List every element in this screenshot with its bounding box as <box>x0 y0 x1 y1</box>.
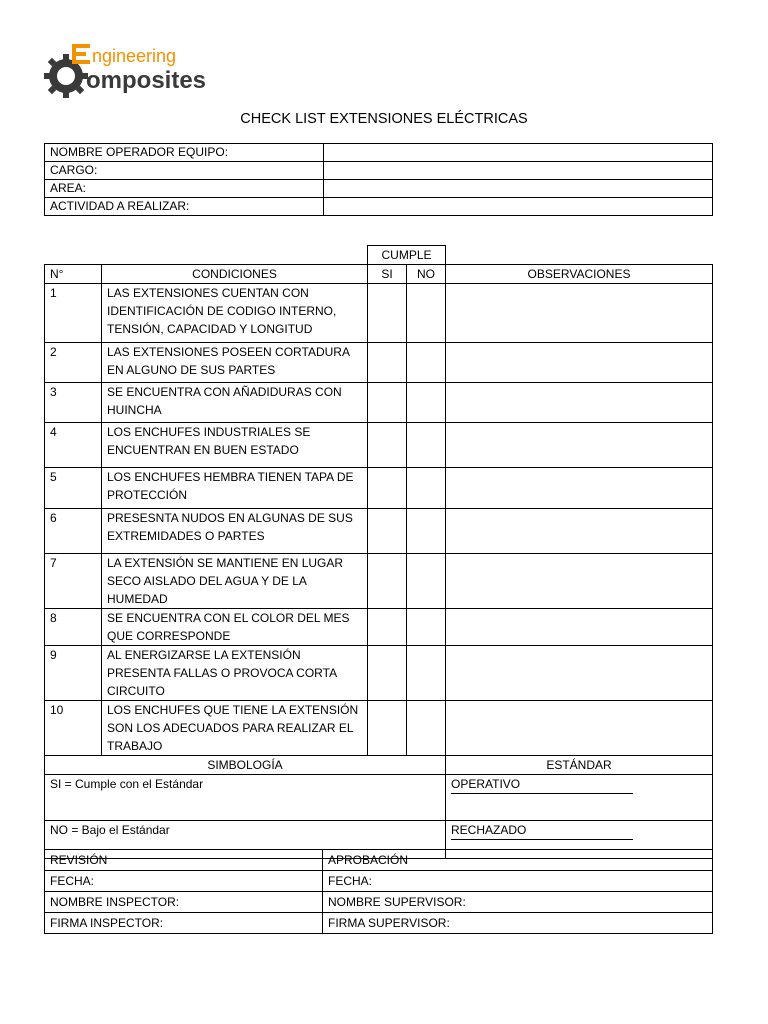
si-checkbox-cell[interactable] <box>368 284 407 343</box>
info-value-field[interactable] <box>324 162 713 180</box>
row-condition: PRESESNTA NUDOS EN ALGUNAS DE SUS EXTREMIDADES O PARTES <box>102 509 368 554</box>
operativo-option[interactable] <box>446 775 713 821</box>
signoff-table <box>44 849 713 934</box>
operator-info-table <box>44 143 713 216</box>
row-number: 9 <box>45 646 102 701</box>
observation-cell[interactable] <box>446 423 713 468</box>
row-number: 2 <box>45 343 102 383</box>
info-row-area <box>45 180 713 198</box>
si-legend: SI = Cumple con el Estándar <box>45 775 446 821</box>
si-checkbox-cell[interactable] <box>368 383 407 423</box>
checklist-row <box>45 343 713 383</box>
observation-cell[interactable] <box>446 554 713 609</box>
checklist-row <box>45 609 713 646</box>
si-checkbox-cell[interactable] <box>368 343 407 383</box>
no-legend: NO = Bajo el Estándar <box>45 821 446 859</box>
si-checkbox-cell[interactable] <box>368 609 407 646</box>
info-label: CARGO: <box>45 162 324 180</box>
revision-header: REVISIÓN <box>45 850 323 871</box>
checklist-row <box>45 383 713 423</box>
simbologia-header: SIMBOLOGÍA <box>45 756 446 775</box>
no-checkbox-cell[interactable] <box>407 468 446 509</box>
si-checkbox-cell[interactable] <box>368 509 407 554</box>
observation-cell[interactable] <box>446 701 713 756</box>
inspector-signature-field[interactable]: FIRMA INSPECTOR: <box>45 913 323 934</box>
si-checkbox-cell[interactable] <box>368 468 407 509</box>
row-number: 7 <box>45 554 102 609</box>
checklist-table <box>44 245 713 859</box>
checklist-row <box>45 554 713 609</box>
row-number: 1 <box>45 284 102 343</box>
observation-cell[interactable] <box>446 383 713 423</box>
no-checkbox-cell[interactable] <box>407 383 446 423</box>
col-header-si: SI <box>368 265 407 284</box>
aprobacion-header: APROBACIÓN <box>323 850 713 871</box>
checklist-row <box>45 284 713 343</box>
estandar-header: ESTÁNDAR <box>446 756 713 775</box>
no-checkbox-cell[interactable] <box>407 284 446 343</box>
info-row-cargo <box>45 162 713 180</box>
row-condition: LOS ENCHUFES HEMBRA TIENEN TAPA DE PROTECCIÓN <box>102 468 368 509</box>
no-checkbox-cell[interactable] <box>407 423 446 468</box>
row-condition: LA EXTENSIÓN SE MANTIENE EN LUGAR SECO AISLADO DEL AGUA Y DE LA HUMEDAD <box>102 554 368 609</box>
supervisor-signature-field[interactable]: FIRMA SUPERVISOR: <box>323 913 713 934</box>
row-condition: LAS EXTENSIONES CUENTAN CON IDENTIFICACIÓN DE CODIGO INTERNO, TENSIÓN, CAPACIDAD Y LONGITUD <box>102 284 368 343</box>
observation-cell[interactable] <box>446 343 713 383</box>
company-logo <box>44 42 214 102</box>
checklist-row <box>45 646 713 701</box>
page-title: CHECK LIST EXTENSIONES ELÉCTRICAS <box>240 111 528 127</box>
col-header-observaciones: OBSERVACIONES <box>446 265 713 284</box>
info-value-field[interactable] <box>324 144 713 162</box>
observation-cell[interactable] <box>446 284 713 343</box>
si-checkbox-cell[interactable] <box>368 423 407 468</box>
inspector-date-field[interactable]: FECHA: <box>45 871 323 892</box>
row-condition: LAS EXTENSIONES POSEEN CORTADURA EN ALGUNO DE SUS PARTES <box>102 343 368 383</box>
logo-word-engineering: ngineering <box>92 46 177 66</box>
row-condition: SE ENCUENTRA CON EL COLOR DEL MES QUE CORRESPONDE <box>102 609 368 646</box>
row-number: 3 <box>45 383 102 423</box>
row-number: 5 <box>45 468 102 509</box>
info-value-field[interactable] <box>324 198 713 216</box>
operativo-label: OPERATIVO <box>451 775 633 794</box>
rechazado-label: RECHAZADO <box>451 821 633 840</box>
observation-cell[interactable] <box>446 646 713 701</box>
info-value-field[interactable] <box>324 180 713 198</box>
info-label: AREA: <box>45 180 324 198</box>
checklist-row <box>45 509 713 554</box>
no-checkbox-cell[interactable] <box>407 343 446 383</box>
supervisor-date-field[interactable]: FECHA: <box>323 871 713 892</box>
observation-cell[interactable] <box>446 609 713 646</box>
no-checkbox-cell[interactable] <box>407 609 446 646</box>
inspector-name-field[interactable]: NOMBRE INSPECTOR: <box>45 892 323 913</box>
checklist-row <box>45 468 713 509</box>
si-checkbox-cell[interactable] <box>368 646 407 701</box>
engineering-e-mark <box>74 46 90 62</box>
si-checkbox-cell[interactable] <box>368 554 407 609</box>
col-header-condiciones: CONDICIONES <box>102 265 368 284</box>
row-condition: LOS ENCHUFES QUE TIENE LA EXTENSIÓN SON LOS ADECUADOS PARA REALIZAR EL TRABAJO <box>102 701 368 756</box>
info-row-operator <box>45 144 713 162</box>
si-checkbox-cell[interactable] <box>368 701 407 756</box>
checklist-row <box>45 701 713 756</box>
supervisor-name-field[interactable]: NOMBRE SUPERVISOR: <box>323 892 713 913</box>
logo-word-composites: omposites <box>86 67 207 94</box>
no-checkbox-cell[interactable] <box>407 554 446 609</box>
no-checkbox-cell[interactable] <box>407 646 446 701</box>
col-header-no: NO <box>407 265 446 284</box>
checklist-row <box>45 423 713 468</box>
info-label: ACTIVIDAD A REALIZAR: <box>45 198 324 216</box>
info-row-actividad <box>45 198 713 216</box>
observation-cell[interactable] <box>446 509 713 554</box>
row-number: 10 <box>45 701 102 756</box>
row-number: 4 <box>45 423 102 468</box>
cumple-header: CUMPLE <box>368 246 446 265</box>
row-number: 6 <box>45 509 102 554</box>
row-condition: AL ENERGIZARSE LA EXTENSIÓN PRESENTA FALLAS O PROVOCA CORTA CIRCUITO <box>102 646 368 701</box>
no-checkbox-cell[interactable] <box>407 701 446 756</box>
row-condition: LOS ENCHUFES INDUSTRIALES SE ENCUENTRAN EN BUEN ESTADO <box>102 423 368 468</box>
no-checkbox-cell[interactable] <box>407 509 446 554</box>
info-label: NOMBRE OPERADOR EQUIPO: <box>45 144 324 162</box>
row-number: 8 <box>45 609 102 646</box>
col-header-number: N° <box>45 265 102 284</box>
observation-cell[interactable] <box>446 468 713 509</box>
row-condition: SE ENCUENTRA CON AÑADIDURAS CON HUINCHA <box>102 383 368 423</box>
